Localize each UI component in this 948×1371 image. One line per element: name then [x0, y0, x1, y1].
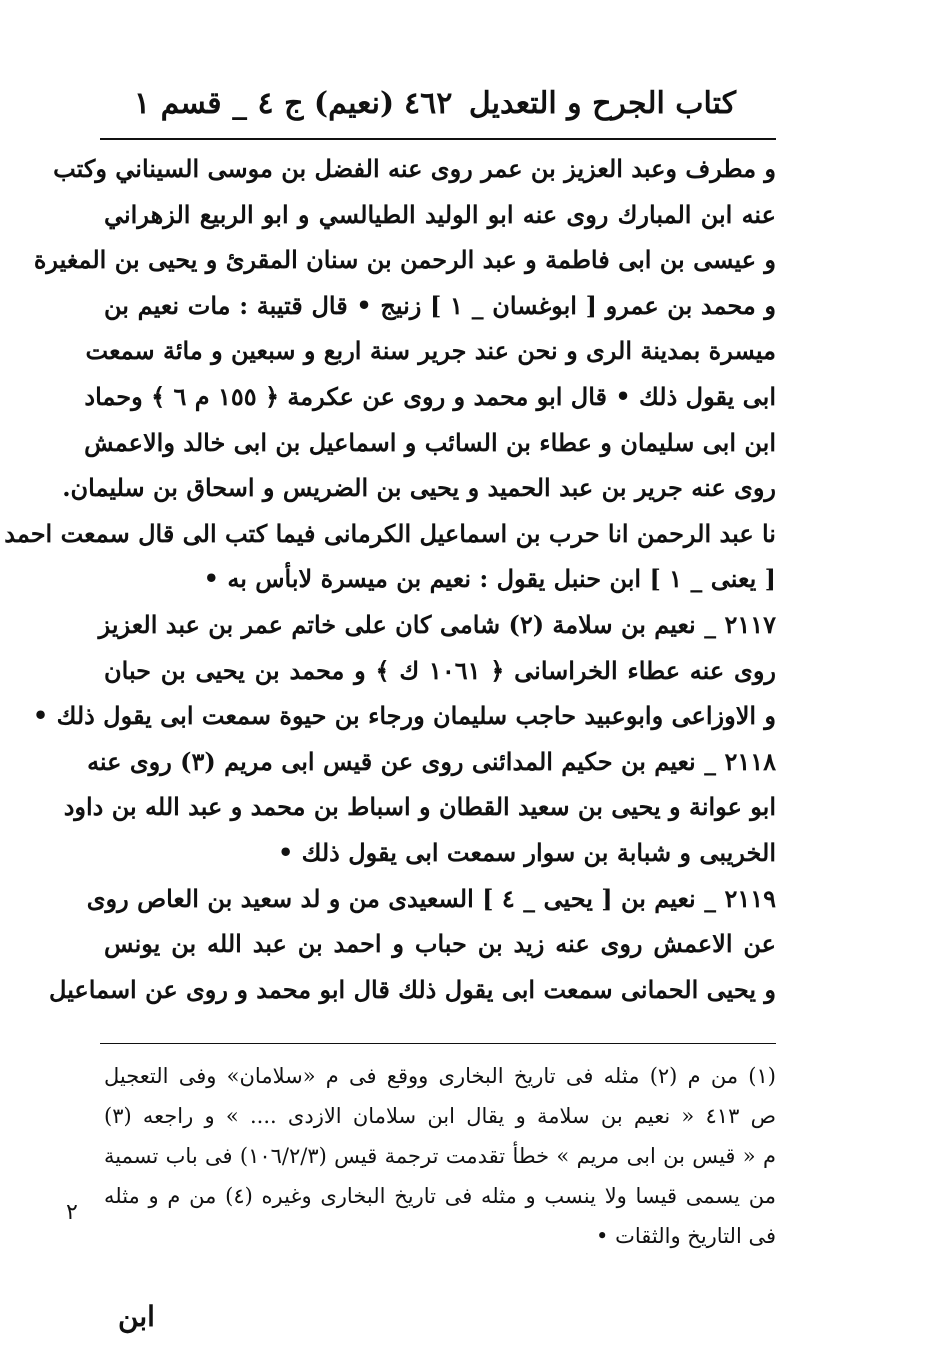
- text-line: نا عبد الرحمن انا حرب بن اسماعيل الكرمانى فيما كتب الى قال سمعت احمد: [4, 518, 776, 548]
- text-line: [ يعنى _ ١ ] ابن حنبل يقول : نعيم بن ميسرة لابأس به •: [203, 564, 776, 594]
- entry-2119-start: ٢١١٩ _ نعيم بن [ يحيى _ ٤ ] السعيدى من و لد سعيد بن العاص روى: [86, 883, 776, 913]
- entry-2118-start: ٢١١٨ _ نعيم بن حكيم المدائنى روى عن قيس ابى مريم (٣) روى عنه: [87, 746, 776, 776]
- text-line: ميسرة بمدينة الرى و نحن عند جرير سنة اربع و سبعين و مائة سمعت: [85, 336, 776, 366]
- section-label: (نعيم) ج ٤ _ قسم ١: [134, 86, 395, 121]
- footnote-line: من يسمى قيسا ولا ينسب و مثله فى تاريخ البخارى وغيره (٤) من م و مثله: [104, 1184, 777, 1208]
- header-rule: [100, 138, 776, 140]
- text-line: و مطرف وعبد العزيز بن عمر روى عنه الفضل بن موسى السيناني وكتب: [53, 154, 776, 183]
- margin-mark: ٢: [66, 1200, 78, 1225]
- footnote-rule: [100, 1043, 776, 1044]
- footnote-line: فى التاريخ والثقات •: [596, 1224, 776, 1248]
- footnote-line: م « قيس بن ابى مريم » خطأ تقدمت ترجمة قيس (١٠٦/٢/٣) فى باب تسمية: [104, 1144, 776, 1168]
- catchword: ابن: [118, 1300, 155, 1333]
- text-line: و محمد بن عمرو [ ابوغسان _ ١ ] زنيج • قال قتيبة : مات نعيم بن: [104, 290, 776, 320]
- text-line: عن الاعمش روى عنه زيد بن حباب و احمد بن عبد الله بن يونس: [104, 929, 776, 959]
- text-line: ابن ابى سليمان و عطاء بن السائب و اسماعيل بن ابى خالد والاعمش: [84, 427, 776, 457]
- footnote-line: ص ٤١٣ « نعيم بن سلامة و يقال ابن سلامان الازدى .... » و راجعه (٣): [104, 1104, 776, 1128]
- main-text: [4, 146, 776, 1012]
- running-header: [104, 78, 776, 134]
- text-line: ابو عوانة و يحيى بن سعيد القطان و اسباط بن محمد و عبد الله بن داود: [63, 792, 776, 822]
- text-line: عنه ابن المبارك روى عنه ابو الوليد الطيالسي و ابو الربيع الزهراني: [104, 199, 776, 229]
- footnote-line: (١) من م (٢) مثله فى تاريخ البخارى ووقع فى م «سلامان» وفى التعجيل: [104, 1064, 776, 1088]
- footnotes: [104, 1056, 776, 1256]
- text-line: روى عنه جرير بن عبد الحميد و يحيى بن الضريس و اسحاق بن سليمان.: [62, 473, 776, 503]
- text-line: الخريبى و شبابة بن سوار سمعت ابى يقول ذلك •: [277, 837, 776, 867]
- text-line: ابى يقول ذلك • قال ابو محمد و روى عن عكرمة ﴿ ١٥٥ م ٦ ﴾ وحماد: [84, 381, 776, 411]
- book-title: كتاب الجرح و التعديل: [468, 86, 736, 121]
- text-line: روى عنه عطاء الخراسانى ﴿ ١٠٦١ ك ﴾ و محمد بن يحيى بن حبان: [104, 655, 776, 685]
- text-line: و يحيى الحمانى سمعت ابى يقول ذلك قال ابو محمد و روى عن اسماعيل: [49, 974, 776, 1004]
- text-line: و عيسى بن ابى فاطمة و عبد الرحمن بن سنان المقرئ و يحيى بن المغيرة: [33, 245, 776, 275]
- entry-2117-start: ٢١١٧ _ نعيم بن سلامة (٢) شامى كان على خاتم عمر بن عبد العزيز: [98, 609, 776, 639]
- page-number: ٤٦٢: [404, 86, 453, 121]
- text-line: و الاوزاعى وابوعبيد حاجب سليمان ورجاء بن حيوة سمعت ابى يقول ذلك •: [32, 701, 776, 731]
